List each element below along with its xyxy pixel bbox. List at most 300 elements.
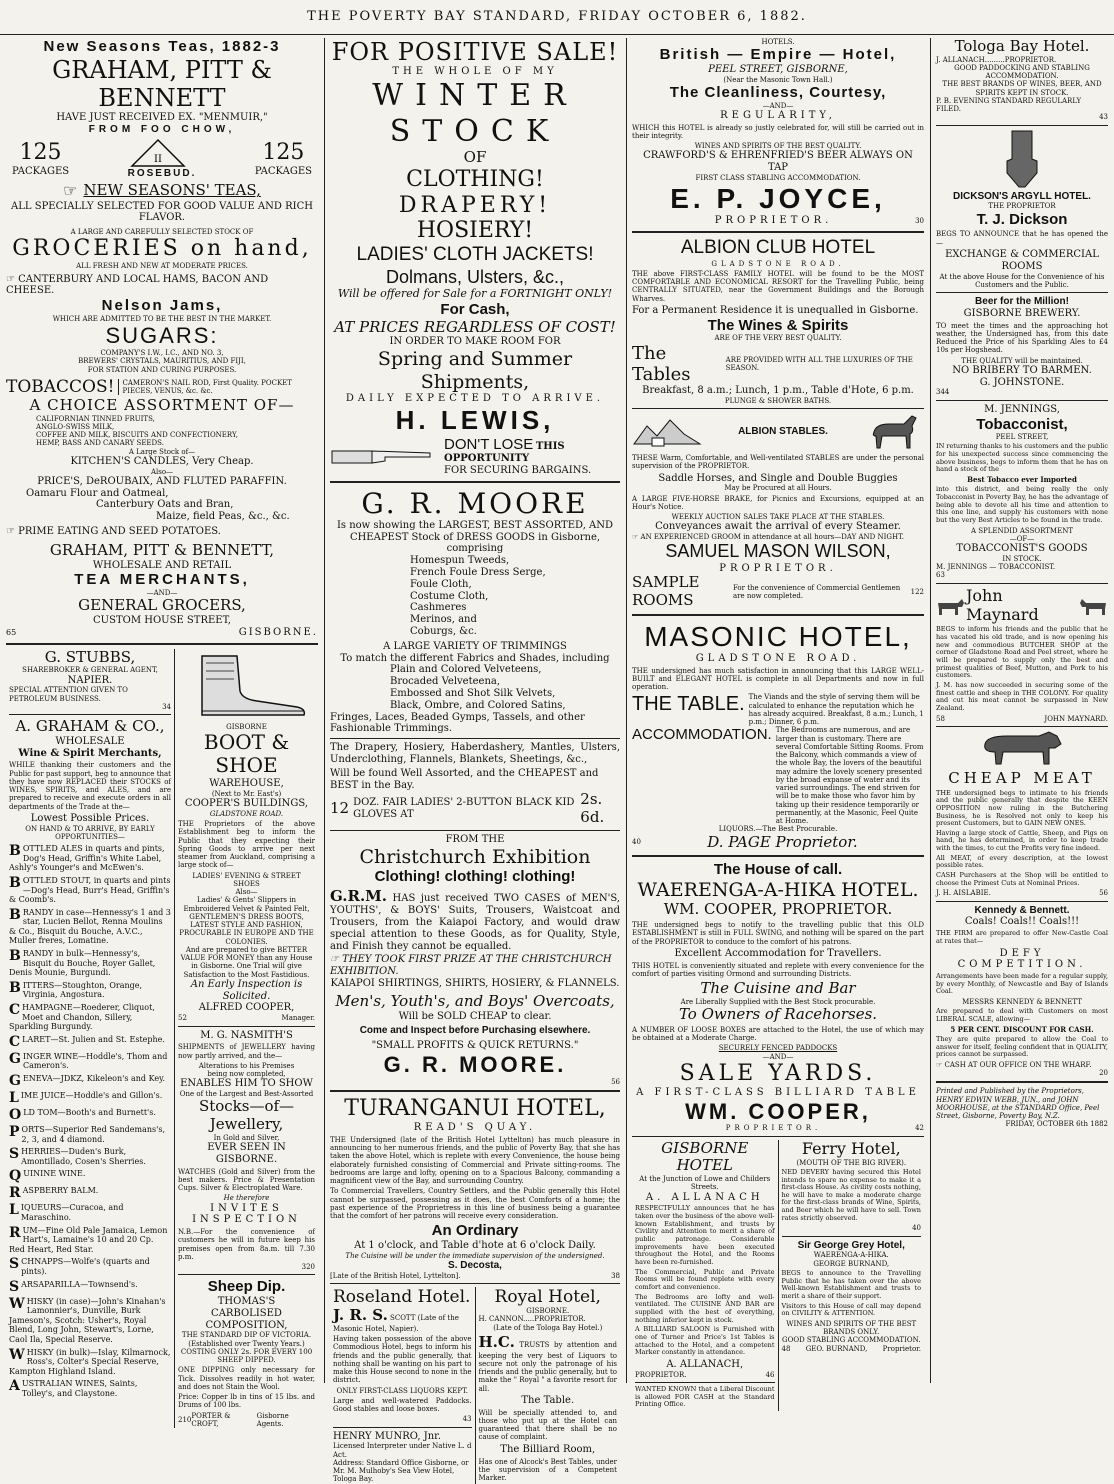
name: A. ALLANACH,	[666, 1358, 744, 1370]
ad-subheading: CLOTHING!	[406, 166, 544, 192]
ad-text: Having a large stock of Cattle, Sheep, and Pigs on hand, he has determined, in order to keep trade with the times, to cut the Profits very fine indeed.	[936, 828, 1108, 853]
ad-nasmith	[178, 1030, 315, 1272]
ad-heading: Tobacconist,	[976, 415, 1068, 433]
ad-text: And are prepared to give BETTER VALUE FOR MONEY than any House in Gisborne. One Trial will give Satisfaction to the Most Fastidious.	[180, 945, 313, 979]
ad-heading: BOOT & SHOE	[203, 729, 290, 778]
ad-text: At the above House for the Convenience of his Customers and the Public.	[939, 272, 1105, 289]
merchant-name: G. R. MOORE	[361, 486, 589, 520]
list-item-text: RANDY in case—Hennessy's 1 and 3 star, Lucien Bellot, Renna Moulins & Co., Bisquit du Bouche, A.V.C., Muller freres, Lomatine.	[9, 907, 171, 946]
ad-heading: Sheep Dip.	[207, 1278, 286, 1296]
ad-text: TOBACCONIST'S GOODS	[956, 543, 1088, 555]
ad-subheading: AT PRICES REGARDLESS OF COST!	[334, 317, 616, 336]
list-item: French Foule Dress Serge,	[410, 567, 546, 578]
ad-albion-stables	[632, 412, 924, 610]
ad-subheading: To Owners of Racehorses.	[678, 1005, 878, 1024]
ad-subheading: ACCOMMODATION.	[632, 726, 772, 744]
ad-text: In Gold and Silver,	[213, 1133, 280, 1142]
ad-text: "SMALL PROFITS & QUICK RETURNS."	[371, 1040, 579, 1052]
quantity: 125	[19, 139, 62, 165]
ad-text: KITCHEN'S CANDLES, Very Cheap.	[70, 455, 254, 467]
ad-text: Arrangements have been made for a regular supply, by every Monthly, of Newcastle and Bay of Islands Coal.	[936, 972, 1108, 996]
ad-number: 38	[611, 1271, 620, 1280]
ad-text: Also—	[235, 888, 258, 897]
ad-heading: Beer for the Million!	[975, 296, 1069, 308]
ad-text: THE STANDARD DIP OF VICTORIA.	[181, 1331, 312, 1340]
list-item-text: UM—Fine Old Pale Jamaica, Lemon Hart's, Lamaine's 10 and 20 Cp. Red Heart, Red Star.	[9, 1225, 168, 1254]
ad-text: WEEKLY AUCTION SALES TAKE PLACE AT THE STABLES.	[671, 513, 885, 522]
list-item-text: OTTLED ALES in quarts and pints, Dog's Head, Griffin's White Label, Ashly's Younger's and McEwen's.	[9, 844, 165, 873]
column-2	[326, 38, 624, 1484]
list-item-text: IQUEURS—Curacoa, and Maraschino.	[20, 1203, 124, 1222]
ad-subheading: Nelson Jams,	[101, 297, 223, 315]
name: H. CANNON.....PROPRIETOR.	[478, 1315, 586, 1324]
ad-number: 58	[936, 714, 945, 723]
list-item: Costume Cloth,	[410, 590, 489, 602]
list-item-text: INGER WINE—Hoddle's, Thom and Cameron's.	[22, 1051, 168, 1071]
ad-subheading: TOBACCOS!	[6, 376, 115, 397]
initials: J. R. S.	[333, 1306, 388, 1325]
role: PROPRIETOR.	[714, 215, 833, 227]
ad-text: ENABLES HIM TO SHOW	[180, 1078, 313, 1090]
ad-subheading: DRAPERY!	[398, 192, 552, 218]
ad-text: Will be specially attended to, and those who put up at the Hotel can guaranteed that there shall be no cause of complaint.	[478, 1408, 617, 1442]
ad-number: 40	[632, 838, 641, 847]
ad-subheading: Stocks—of—Jewellery,	[198, 1097, 295, 1134]
ad-text: BEGS to announce to the Travelling Public that he has taken over the above Well-known Establishment and trusts to merit a share of their support.	[781, 1268, 921, 1300]
ad-text: Excellent Accommodation for Travellers.	[674, 947, 882, 959]
column-3	[628, 38, 928, 1409]
drop-cap: B	[9, 979, 21, 996]
ad-text: —AND—	[762, 101, 794, 110]
ad-text: Saddle Horses, and Single and Double Buggies	[658, 472, 898, 484]
list-item-text: UININE WINE.	[23, 1169, 86, 1179]
ad-text: Best Tobacco ever Imported	[967, 475, 1077, 485]
address: PEEL STREET, GISBORNE,	[708, 63, 848, 75]
pointing-hand-icon: ☞	[632, 533, 639, 542]
ad-john-maynard	[936, 587, 1108, 723]
ad-number: 52	[178, 1014, 187, 1023]
ad-text: TRUSTS by attention and keeping the very best of Liquors to secure not only the patronage of his friends and the public generally, but to make the " Royal " a favorite resort for all.	[478, 1340, 617, 1393]
ad-text: PACKAGES	[12, 165, 70, 177]
address: GLADSTONE ROAD.	[209, 809, 284, 818]
ad-heading: New Seasons Teas, 1882-3	[43, 38, 281, 55]
pointing-hand-down-icon	[997, 129, 1047, 189]
ad-text: IN returning thanks to his customers and the public for his unexpected success since commencing the above business, begs to inform them that he has on hand a stock of the	[936, 442, 1108, 474]
list-item	[9, 1052, 171, 1071]
ad-text: The Bedrooms are lofty and well-ventilated. The CUISINE AND BAR are supplied with the best of everything, nothing inferior kept in stock.	[635, 1292, 775, 1324]
list-item: Brocaded Velveteena,	[390, 676, 501, 688]
list-item	[9, 1257, 171, 1276]
pointing-hand-icon: ☞	[936, 1060, 943, 1069]
ad-text: THEY TOOK FIRST PRIZE AT THE CHRISTCHURCH EXHIBITION.	[330, 954, 612, 978]
ad-text: Maize, field Peas, &c., &c.	[156, 511, 290, 523]
ad-text: —OF—	[1009, 534, 1035, 543]
ad-text: Oamaru Flour and Oatmeal,	[26, 487, 169, 499]
drop-cap: S	[9, 1146, 20, 1163]
ad-text: Are prepared to deal with Customers on most LIBERAL SCALE, allowing—	[936, 1007, 1108, 1024]
list-item	[9, 908, 171, 946]
list-item: Coburgs, &c.	[410, 625, 477, 637]
address: GLADSTONE ROAD.	[711, 259, 845, 268]
ad-text: At 1 o'clock, and Table d'hote at 6 o'clock Daily.	[354, 1240, 596, 1252]
list-item	[9, 1348, 171, 1377]
ad-text: Ladies' & Gents' Slippers in Embroidered Velvet & Painted Felt,	[183, 896, 310, 913]
ad-text: (Late of the Tologa Bay Hotel.)	[493, 1323, 603, 1332]
ad-subheading: The Tables	[632, 342, 691, 385]
ad-text: FOR STATION AND CURING PURPOSES.	[87, 365, 237, 374]
drop-cap: B	[9, 948, 21, 965]
ad-text: WHILE thanking their customers and the Public for past support, beg to announce that they have now REPLACED their STOCKS of WINES, SPIRITS, and ALES, and are prepared to receive and execute orders in all departments of the Trade at the—	[9, 761, 171, 811]
ad-subheading: Spring and Summer Shipments,	[377, 348, 573, 393]
address: Address: Standard Office Gisborne, or Mr. M. Mulhoby's Sea View Hotel, Tologa Bay.	[333, 1458, 469, 1484]
ad-text: AN EXPERIENCED GROOM in attendance at all hours—DAY AND NIGHT.	[640, 533, 904, 542]
ad-text: Has one of Alcock's Best Tables, under the supervision of a Competent Marker.	[478, 1457, 617, 1483]
name: S. Decosta,	[448, 1260, 502, 1272]
drop-cap: Q	[9, 1168, 22, 1185]
ad-text: ON HAND & TO ARRIVE, BY EARLY OPPORTUNITIES—	[25, 824, 155, 841]
name: G. STUBBS,	[44, 647, 136, 666]
ad-text: (Established over Twenty Years.)	[188, 1339, 305, 1348]
ad-heading: ALBION STABLES.	[738, 426, 828, 438]
ad-number: 42	[915, 1124, 924, 1133]
list-item	[9, 1003, 171, 1032]
drop-cap: C	[9, 1033, 21, 1050]
ad-text: ONE DIPPING only necessary for Tick. Dissolves readily in hot water, and does not Stain the Wool.	[178, 1366, 315, 1391]
list-item: Cashmeres	[410, 602, 467, 614]
ad-text: PRIME EATING AND SEED POTATOES.	[18, 526, 221, 538]
list-item-text: HERRIES—Duden's Burk, Amontillado, Cosen's Sherries.	[21, 1147, 146, 1166]
ad-subheading: SAMPLE ROOMS	[632, 573, 700, 610]
landscape-illustration-icon	[632, 414, 702, 450]
ad-heading: CHEAP MEAT	[948, 768, 1096, 787]
ad-number: 20	[1099, 1069, 1108, 1078]
list-item: Black, Ombre, and Colored Satins,	[390, 699, 566, 711]
name: G. JOHNSTONE.	[979, 376, 1065, 388]
ad-text: 5 PER CENT. DISCOUNT FOR CASH.	[950, 1024, 1094, 1034]
ad-text: (Next to Mr. East's)	[211, 789, 282, 798]
merchant-name: G. R. MOORE.	[383, 1051, 567, 1077]
ad-text: THE QUALITY will be maintained.	[961, 356, 1083, 365]
imprint: Printed and Published by the Proprietors, HENRY EDWIN WEBB, JUN., and JOHN MOORHOUSE, at the STANDARD Office, Peel Street, Gisborne, Poverty Bay, N.Z.	[936, 1087, 1100, 1121]
name: GEO. BURNAND,	[805, 1344, 868, 1353]
ad-heading: Sir George Grey Hotel,	[797, 1239, 905, 1251]
ad-text: CANTERBURY AND LOCAL HAMS, BACON AND CHEESE.	[6, 273, 269, 297]
name: E. P. JOYCE,	[670, 183, 886, 215]
ad-text: WHOLESALE	[55, 735, 125, 747]
town-name: GISBORNE	[226, 722, 267, 731]
ad-text: Having taken possession of the above Commodious Hotel, begs to inform his friends and the public generally, that nothing shall be wanting on his part to make this House second to none in the district.	[333, 1335, 472, 1385]
name: John Maynard	[966, 585, 1039, 624]
ad-text: THE FIRM are prepared to offer New-Castle Coal at rates that—	[936, 929, 1108, 945]
list-item	[9, 1297, 171, 1345]
ad-subheading: DON'T LOSE	[444, 435, 534, 453]
ad-text: OF	[463, 147, 487, 166]
ad-subheading: WINTER STOCK	[372, 78, 578, 149]
list-item	[9, 1280, 171, 1294]
ad-text: REGULARITY,	[720, 109, 836, 121]
ad-subheading: An Ordinary	[431, 1222, 519, 1240]
ad-text: He therefore	[223, 1194, 270, 1203]
address: GLADSTONE ROAD.	[695, 652, 861, 664]
ad-subheading: Dolmans, Ulsters, &c.,	[385, 266, 565, 287]
ad-text: THE Undersigned (late of the British Hotel Lyttelton) has much pleasure in announcing to her numerous friends, and the public of Poverty Bay, that she has taken the above Hotel, which is replete with every Convenience, the house being elaborately furnished consisting of Commercial and Private sitting-rooms. The bedrooms are large and lofty, opening on to a Spacious Balcony, commanding a magnificent view of the Bay, and surrounding Country.	[330, 1135, 620, 1186]
ad-graham-pitt-bennett-teas	[6, 38, 318, 639]
ad-text: THE WHOLE OF MY	[392, 66, 558, 78]
ad-text: THE above FIRST-CLASS FAMILY HOTEL will be found to be the MOST COMFORTABLE AND ECONOMICAL RESORT for the Travelling Public, being CENTRALLY SITUATED, near the Government Buildings and the Borough Wharves.	[632, 269, 924, 303]
ad-text: CRAWFORD'S & EHRENFRIED'S BEER ALWAYS ON TAP	[643, 150, 913, 174]
ad-text: ARE OF THE VERY BEST QUALITY.	[714, 334, 842, 343]
ad-text: To match the different Fabrics and Shades, including	[340, 652, 610, 664]
ad-text: The Commercial, Public and Private Rooms will be found replete with every comfort and convenience.	[635, 1267, 775, 1291]
ad-text: (Near the Masonic Town Hall.)	[723, 75, 833, 84]
ad-heading: WAERENGA-A-HIKA HOTEL.	[637, 879, 919, 901]
list-item-text: CHNAPPS—Wolfe's (quarts and pints).	[21, 1257, 150, 1276]
ad-subheading: Lowest Possible Prices.	[30, 812, 150, 824]
name: D. PAGE Proprietor.	[707, 832, 858, 851]
brand-name: ROSEBUD.	[127, 167, 197, 179]
ad-subheading: The Table.	[521, 1394, 575, 1406]
list-item-text: HAMPAGNE—Roederer, Cliquot, Moet and Chandon, Sillery, Sparkling Burgundy.	[9, 1003, 155, 1032]
goods-list	[330, 555, 620, 638]
ad-text: Alterations to his Premises	[198, 1061, 295, 1070]
boot-illustration-icon	[182, 651, 312, 721]
name: M. JENNINGS,	[984, 403, 1060, 415]
list-item	[9, 1186, 171, 1200]
list-item	[9, 1074, 171, 1088]
ad-text: Canterbury Oats and Bran,	[96, 499, 234, 511]
bull-illustration-icon	[977, 730, 1067, 770]
address: At the Junction of Lowe and Childers Streets.	[639, 1175, 771, 1192]
ad-subheading: SUGARS:	[105, 323, 219, 349]
ad-text: ALL SPECIALLY SELECTED FOR GOOD VALUE AND RICH FLAVOR.	[11, 200, 313, 224]
list-item	[9, 1169, 171, 1183]
masthead: THE POVERTY BAY STANDARD, FRIDAY OCTOBER 6, 1882.	[0, 0, 1114, 35]
ad-text: The Bedrooms are numerous, and are larger than is customary. There are several Comfortable Sitting Rooms. From the Balcony, which commands a view of the whole Bay, the lovers of the beautiful may admire the lovely scenery presented by the broad expanse of water and its varied surroundings. The end striven for will be to make those who favor him by taking up their residence temporarily or permanently, at the Masonic, Feel Quite at Home.	[775, 726, 924, 826]
ad-text: LADIES' EVENING & STREET SHOES	[192, 871, 301, 888]
ad-text: Conveyances await the arrival of every Steamer.	[655, 521, 901, 533]
ad-text: A NUMBER OF LOOSE BOXES are attached to the Hotel, the use of which may be obtained at a Moderate Charge.	[632, 1025, 924, 1043]
address: CUSTOM HOUSE STREET,	[93, 614, 231, 626]
address: PEEL STREET,	[995, 433, 1049, 442]
ad-text: Also—	[150, 467, 174, 476]
ad-subheading: The Wines & Spirits	[707, 316, 849, 334]
ad-text: COMPANY'S I.W., I.C., AND NO. 3,	[100, 349, 224, 358]
ad-gisborne-brewery	[936, 296, 1108, 397]
column-rule	[324, 38, 325, 1383]
ad-text: WHOLESALE AND RETAIL	[92, 559, 232, 571]
ad-text: EXCHANGE & COMMERCIAL ROOMS	[945, 248, 1099, 272]
ad-text: CASH AT OUR OFFICE ON THE WHARF.	[944, 1060, 1092, 1069]
list-item-text: HISKY (in case)—John's Kinahan's Lamonnier's, Dunville, Burk Jameson's, Scotch: Usher's, Royal Blend, Long John, Stewart's, Lorne, Caol Ila, Special Reserve.	[9, 1296, 166, 1344]
quantity: 125	[262, 139, 305, 165]
ad-british-empire-hotel	[632, 46, 924, 227]
brand-mark: II	[153, 153, 162, 165]
list-item-text: USTRALIAN WINES, Saints, Tolley's, and Claystone.	[21, 1379, 138, 1398]
quantity: 12	[330, 799, 350, 818]
ad-number: 34	[162, 702, 171, 711]
ox-illustration-icon	[1078, 595, 1108, 617]
ad-text: IN STOCK.	[1002, 554, 1042, 563]
ad-tologa-bay-hotel	[936, 38, 1108, 122]
ad-heading: ALBION CLUB HOTEL	[680, 237, 876, 259]
ad-number: 65	[6, 627, 17, 637]
ad-a-graham	[9, 718, 171, 1398]
town-name: WAERENGA-A-HIKA.	[813, 1251, 889, 1260]
ad-number: 63	[936, 571, 945, 580]
ad-text: WINES AND SPIRITS OF THE BEST BRANDS ONLY.	[786, 1319, 917, 1337]
ad-text: DAILY EXPECTED TO ARRIVE.	[345, 393, 605, 405]
horse-illustration-icon	[864, 412, 924, 452]
drop-cap: R	[9, 1185, 21, 1202]
ad-text: Large and well-watered Paddocks. Good stables and loose boxes.	[333, 1396, 472, 1414]
ad-text: PRICE'S, DeROUBAIX, AND FLUTED PARAFFIN.	[37, 475, 287, 487]
drop-cap: W	[9, 1346, 25, 1363]
pointing-hand-icon: ☞	[63, 180, 78, 200]
list-item-text: OTTLED STOUT, in quarts and pints—Dog's Head, Burr's Head, Griffin's & Coomb's.	[9, 875, 171, 905]
ad-text: The Drapery, Hosiery, Haberdashery, Mantles, Ulsters, Underclothing, Flannels, Blankets, Sheetings, &c.,	[330, 742, 620, 765]
ad-m-jennings	[936, 404, 1108, 580]
ad-text: PROCURABLE IN EUROPE AND THE COLONIES.	[179, 929, 314, 946]
name: HENRY MUNRO, Jnr.	[333, 1430, 441, 1442]
pointing-hand-icon: ☞	[6, 273, 15, 285]
initials: G.R.M.	[330, 886, 388, 905]
ad-text: SECURELY FENCED PADDOCKS	[718, 1044, 838, 1053]
cow-illustration-icon	[936, 595, 966, 617]
ad-subheading: DEFY COMPETITION.	[957, 947, 1087, 971]
list-item: Foule Cloth,	[410, 578, 472, 590]
list-item	[9, 1125, 171, 1144]
drop-cap: S	[9, 1256, 20, 1273]
list-item-text: LARET—St. Julien and St. Estephe.	[22, 1034, 165, 1044]
ad-text: THE undersigned begs to notify to the travelling public that this OLD ESTABLISHMENT is still in FULL SWING, and nothing will be spared on the part of the PROPRIETOR to conduce to the comfort of his patrons.	[632, 921, 924, 946]
ad-text: CASH Purchasers at the Shop will be entitled to choose the Primest Cuts at Nominal Prices.	[936, 871, 1108, 887]
issue-date: FRIDAY, OCTOBER 6th 1882	[1005, 1120, 1108, 1129]
drop-cap: C	[9, 1002, 21, 1019]
ad-text: Will be offered for Sale for a FORTNIGHT ONLY!	[337, 287, 613, 301]
ad-text: CAMERON'S NAIL ROD, First Quality. POCKET PIECES, VENUS, &c. &c.	[118, 379, 318, 396]
name: T. J. Dickson	[976, 210, 1068, 228]
ad-g-r-moore	[330, 487, 620, 1086]
ad-text: GOOD STABLING ACCOMMODATION.	[782, 1336, 921, 1345]
ad-number: 48	[781, 1344, 791, 1353]
ad-text: NEW SEASONS' TEAS,	[83, 181, 261, 200]
ad-text: ANGLO-SWISS MILK,	[36, 422, 115, 431]
ad-stubbs	[9, 649, 171, 711]
ad-text: into this district, and being really the only Tobacconist in Poverty Bay, he has the advantage of being able to devote all his time and attention to this one line, and supply his customers with none but the very Best Articles to be found in the trade.	[936, 485, 1108, 524]
ad-text: DOZ. FAIR LADIES' 2-BUTTON BLACK KID GLOVES AT	[353, 797, 575, 821]
role: Proprietor.	[882, 1344, 921, 1353]
list-item-text: ARSAPARILLA—Townsend's.	[21, 1279, 138, 1289]
section-label: HOTELS.	[761, 38, 795, 46]
ad-text: For the convenience of Commercial Gentlemen are now completed.	[732, 583, 901, 601]
drop-cap: G	[9, 1050, 21, 1067]
ad-subheading: TEA MERCHANTS,	[74, 571, 250, 589]
name: WM. COOPER, PROPRIETOR.	[663, 900, 893, 919]
town-name: NAPIER.	[67, 674, 113, 686]
ad-text: THE PROPRIETOR	[988, 202, 1056, 211]
ad-ferry-hotel	[778, 1140, 925, 1411]
ad-text: Breakfast, 8 a.m.; Lunch, 1 p.m., Table d'Hote, 6 p.m.	[642, 385, 914, 396]
ad-subheading: The House of call.	[713, 861, 843, 879]
ad-text: COOPER'S BUILDINGS,	[184, 798, 309, 810]
ad-cheap-meat	[936, 730, 1108, 898]
ad-text: COFFEE AND MILK, BISCUITS AND CONFECTIONERY,	[36, 431, 238, 440]
ad-gisborne-hotel	[632, 1140, 778, 1411]
ad-text: SHAREBROKER & GENERAL AGENT,	[22, 666, 158, 675]
name: PORTER & CROFT,	[191, 1411, 231, 1428]
ad-text: TO meet the times and the approaching hot weather, the Undersigned has, from this date Reduced the Price of his Sparkling Ales to £4 10s per Hogshead.	[936, 321, 1108, 355]
list-item: Homespun Tweeds,	[410, 555, 510, 567]
name: M. JENNINGS — TOBACCONIST.	[936, 563, 1056, 572]
town-name: GISBORNE.	[526, 1307, 570, 1316]
ad-text: WATCHES (Gold and Silver) from the best makers. Price & Presentation Cups. Silver & Electroplated Ware.	[178, 1167, 315, 1193]
ad-kennedy-bennett	[936, 905, 1108, 1078]
ad-number: 43	[462, 1415, 472, 1424]
ad-text: A LARGE FIVE-HORSE BRAKE, for Picnics and Excursions, equipped at an Hour's Notice.	[632, 494, 924, 511]
ad-text: GOOD PADDOCKING AND STABLING ACCOMMODATION.	[954, 63, 1090, 81]
ad-subheading: For Cash,	[440, 301, 510, 319]
ad-number: 46	[765, 1370, 775, 1379]
ad-text: Fringes, Laces, Beaded Gymps, Tassels, and other Fashionable Trimmings.	[330, 711, 585, 735]
pointing-hand-icon	[330, 441, 440, 471]
list-item	[9, 1108, 171, 1122]
ad-text: SCOTT (Late of the Masonic Hotel, Napier).	[333, 1314, 459, 1333]
name: M. G. NASMITH'S	[200, 1029, 293, 1041]
ad-text: Come and Inspect before Purchasing elsewhere.	[359, 1025, 591, 1037]
list-item-text: RANDY in bulk—Hennessy's, Bisquit du Bouche, Royer Gallet, Denis Mounie, Burgundi.	[9, 949, 156, 978]
role: PROPRIETOR.	[725, 1124, 822, 1133]
ad-text: —AND—	[146, 589, 178, 598]
ad-text: A BILLIARD SALOON is Furnished with one of Turner and Price's 1st Tables is attached to the Hotel, and a competent Marker constantly in attendance.	[635, 1325, 775, 1357]
ad-text: THE BEST BRANDS OF WINES, BEER, AND SPIRITS KEPT IN STOCK.	[942, 80, 1102, 97]
ad-text: RESPECTFULLY announces that he has taken over the business of the above well-known Establishment, and trusts by Civility and Attention to merit a share of public patronage. Considerable improvements have been executed throughout the Hotel, and the Rooms have been re-furnished.	[635, 1204, 775, 1266]
column-1	[2, 38, 322, 1428]
ad-subheading: Coals! Coals!! Coals!!!	[964, 916, 1080, 928]
drop-cap: O	[9, 1107, 22, 1124]
ad-text: SPECIAL ATTENTION GIVEN TO PETROLEUM BUSINESS.	[9, 686, 128, 703]
ad-text: WINES AND SPIRITS OF THE BEST QUALITY.	[694, 142, 862, 151]
ad-heading: FOR POSITIVE SALE!	[331, 38, 619, 66]
list-item-text: HISKY (in bulk)—Islay, Kilmarnock, Ross's, Colter's Special Reserve, Kampton Highland Island.	[9, 1347, 171, 1376]
ad-subheading: The Cuisine and Bar	[700, 979, 856, 998]
list-item	[9, 1091, 171, 1105]
ad-text: CARBOLISED COMPOSITION,	[205, 1307, 288, 1331]
ad-heading: GISBORNE HOTEL	[661, 1138, 749, 1175]
list-item: Plain and Colored Velveteens,	[390, 664, 542, 676]
ad-subheading: THIS OPPORTUNITY	[444, 440, 565, 465]
ad-subheading: GISBORNE BREWERY.	[963, 307, 1081, 319]
ad-text: WHICH ARE ADMITTED TO BE THE BEST IN THE MARKET.	[52, 314, 272, 323]
ad-subheading: The Billiard Room,	[500, 1443, 596, 1455]
list-item: Embossed and Shot Silk Velvets,	[390, 687, 556, 699]
firm-name: GRAHAM, PITT & BENNETT,	[49, 540, 275, 559]
ad-subheading: SALE YARDS.	[679, 1060, 877, 1086]
list-item	[9, 1379, 171, 1398]
ad-heading: TURANGANUI HOTEL,	[344, 1096, 606, 1122]
drop-cap: S	[9, 1278, 20, 1295]
list-item	[9, 1226, 171, 1255]
ad-text: J. M. has now succeeded in securing some of the finest cattle and sheep in THE COLONY. For quality and cut his meat cannot be surpassed in New Zealand.	[936, 680, 1108, 712]
ad-subheading: Men's, Youth's, and Boys' Overcoats,	[335, 991, 615, 1010]
ad-text: They are quite prepared to allow the Coal to answer for itself, feeling confident that in QUALITY, prices cannot be surpassed.	[936, 1034, 1108, 1059]
name: THOMAS'S	[217, 1296, 276, 1308]
drop-cap: R	[9, 1224, 21, 1241]
ad-text: An Early Inspection is Solicited.	[190, 978, 303, 1002]
ad-text: A Large Stock of—	[128, 447, 196, 456]
ad-masonic-hotel	[632, 620, 924, 852]
ad-subheading: The Cleanliness, Courtesy,	[669, 83, 887, 101]
list-item-text: ASPBERRY BALM.	[22, 1186, 99, 1196]
